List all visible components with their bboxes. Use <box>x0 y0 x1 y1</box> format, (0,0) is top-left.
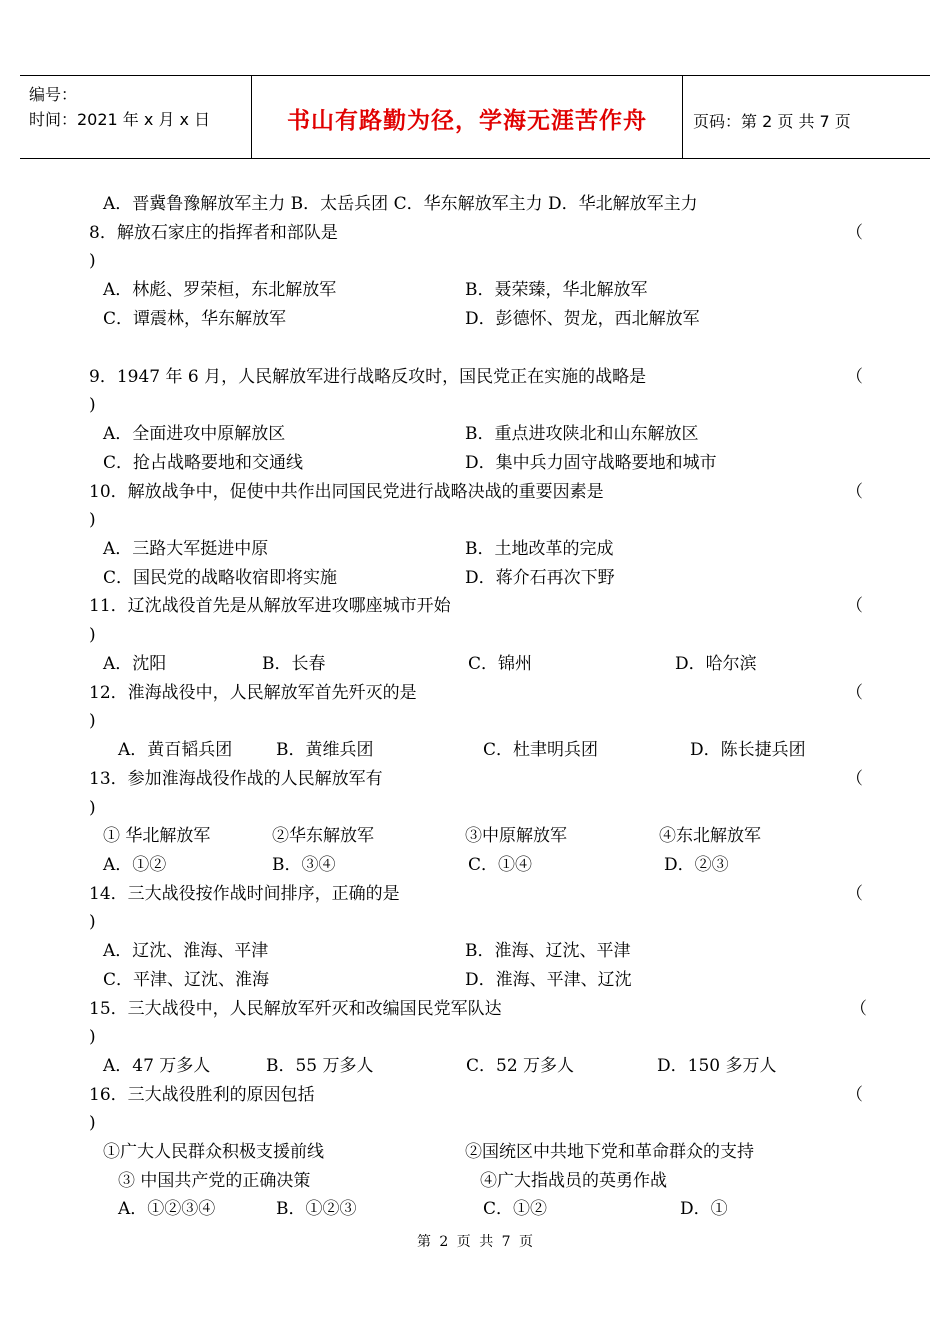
q11-option-c: C．锦州 <box>468 654 533 674</box>
q15-option-c: C．52 万多人 <box>466 1056 575 1076</box>
q13-option-d: D．②③ <box>664 855 729 875</box>
q14-answer-paren-close: ) <box>89 912 96 932</box>
footer-page-word: 第 <box>416 1234 431 1250</box>
q13-answer-paren-close: ) <box>89 798 96 818</box>
q14-stem: 14．三大战役按作战时间排序，正确的是 <box>89 884 400 904</box>
q11-stem: 11．辽沈战役首先是从解放军进攻哪座城市开始 <box>89 596 451 616</box>
q16-option-d: D．① <box>680 1199 728 1219</box>
q12-answer-paren-close: ) <box>89 711 96 731</box>
q16-item-2: ②国统区中共地下党和革命群众的支持 <box>465 1142 754 1162</box>
q9-option-b: B．重点进攻陕北和山东解放区 <box>465 424 699 444</box>
footer-total-word: 共 <box>479 1234 494 1250</box>
q8-option-d: D．彭德怀、贺龙，西北解放军 <box>465 309 700 329</box>
q8-option-a: A．林彪、罗荣桓，东北解放军 <box>103 280 337 300</box>
q14-option-d: D．淮海、平津、辽沈 <box>465 970 632 990</box>
q12-option-b: B．黄维兵团 <box>276 740 374 760</box>
page-footer <box>0 1231 950 1251</box>
q9-option-c: C．抢占战略要地和交通线 <box>103 453 304 473</box>
header-page-cell <box>683 76 930 158</box>
motto-text: 书山有路勤为径，学海无涯苦作舟 <box>287 107 647 134</box>
q16-option-c: C．①② <box>483 1199 548 1219</box>
q11-option-d: D．哈尔滨 <box>675 654 757 674</box>
q13-option-c: C．①④ <box>468 855 533 875</box>
q10-answer-paren-close: ) <box>89 510 96 530</box>
document-time-label: 时间：2021 年 x 月 x 日 <box>29 110 211 129</box>
q15-option-a: A．47 万多人 <box>103 1056 211 1076</box>
q12-option-d: D．陈长捷兵团 <box>690 740 806 760</box>
q10-option-b: B．土地改革的完成 <box>465 539 614 559</box>
footer-page-number: 2 <box>439 1234 449 1250</box>
page-header <box>20 75 930 159</box>
q13-stem: 13．参加淮海战役作战的人民解放军有 <box>89 769 383 789</box>
q8-option-c: C．谭震林，华东解放军 <box>103 309 287 329</box>
q14-option-b: B．淮海、辽沈、平津 <box>465 941 631 961</box>
q9-stem: 9．1947 年 6 月，人民解放军进行战略反攻时，国民党正在实施的战略是 <box>89 367 647 387</box>
q16-item-1: ①广大人民群众积极支援前线 <box>103 1142 324 1162</box>
q13-answer-paren-open: （ <box>846 769 863 789</box>
q15-option-d: D．150 多万人 <box>657 1056 777 1076</box>
header-info-cell <box>20 76 252 158</box>
q15-answer-paren-close: ) <box>89 1027 96 1047</box>
q8-stem: 8．解放石家庄的指挥者和部队是 <box>89 223 338 243</box>
q10-option-a: A．三路大军挺进中原 <box>103 539 269 559</box>
q13-item-4: ④东北解放军 <box>659 826 761 846</box>
header-motto-cell <box>252 76 683 158</box>
footer-total-number: 7 <box>501 1234 511 1250</box>
q8-answer-paren-close: ) <box>89 251 96 271</box>
q7-options: A．晋冀鲁豫解放军主力 B．太岳兵团 C．华东解放军主力 D．华北解放军主力 <box>103 194 698 214</box>
q10-option-d: D．蒋介石再次下野 <box>465 568 615 588</box>
q12-option-a: A．黄百韬兵团 <box>118 740 233 760</box>
q8-answer-paren-open: （ <box>846 223 863 243</box>
q16-answer-paren-open: （ <box>846 1085 863 1105</box>
q11-answer-paren-open: （ <box>846 596 863 616</box>
q10-option-c: C．国民党的战略收宿即将实施 <box>103 568 338 588</box>
q11-option-b: B．长春 <box>262 654 326 674</box>
q9-option-a: A．全面进攻中原解放区 <box>103 424 286 444</box>
q16-answer-paren-close: ) <box>89 1113 96 1133</box>
q16-option-b: B．①②③ <box>276 1199 357 1219</box>
q16-stem: 16．三大战役胜利的原因包括 <box>89 1085 315 1105</box>
q15-answer-paren-open: （ <box>850 999 867 1019</box>
q9-option-d: D．集中兵力固守战略要地和城市 <box>465 453 717 473</box>
footer-total-unit: 页 <box>519 1234 534 1250</box>
q14-answer-paren-open: （ <box>846 884 863 904</box>
q13-option-a: A．①② <box>103 855 167 875</box>
header-page-label: 页码：第 2 页 共 7 页 <box>693 112 851 131</box>
q9-answer-paren-open: （ <box>846 367 863 387</box>
q13-item-2: ②华东解放军 <box>272 826 374 846</box>
q15-stem: 15．三大战役中，人民解放军歼灭和改编国民党军队达 <box>89 999 502 1019</box>
q11-answer-paren-close: ) <box>89 625 96 645</box>
q10-stem: 10．解放战争中，促使中共作出同国民党进行战略决战的重要因素是 <box>89 482 604 502</box>
q14-option-a: A．辽沈、淮海、平津 <box>103 941 269 961</box>
q10-answer-paren-open: （ <box>846 482 863 502</box>
document-number-label: 编号： <box>29 85 78 104</box>
q12-answer-paren-open: （ <box>846 683 863 703</box>
q9-answer-paren-close: ) <box>89 395 96 415</box>
q16-option-a: A．①②③④ <box>118 1199 216 1219</box>
q14-option-c: C．平津、辽沈、淮海 <box>103 970 270 990</box>
q13-option-b: B．③④ <box>272 855 336 875</box>
q15-option-b: B．55 万多人 <box>266 1056 374 1076</box>
q13-item-1: ① 华北解放军 <box>103 826 211 846</box>
q12-option-c: C．杜聿明兵团 <box>483 740 599 760</box>
q16-item-4: ④广大指战员的英勇作战 <box>480 1171 667 1191</box>
q11-option-a: A．沈阳 <box>103 654 167 674</box>
q8-option-b: B．聂荣臻，华北解放军 <box>465 280 648 300</box>
q13-item-3: ③中原解放军 <box>465 826 567 846</box>
footer-page-unit: 页 <box>456 1234 471 1250</box>
q12-stem: 12．淮海战役中，人民解放军首先歼灭的是 <box>89 683 417 703</box>
q16-item-3: ③ 中国共产党的正确决策 <box>118 1171 311 1191</box>
